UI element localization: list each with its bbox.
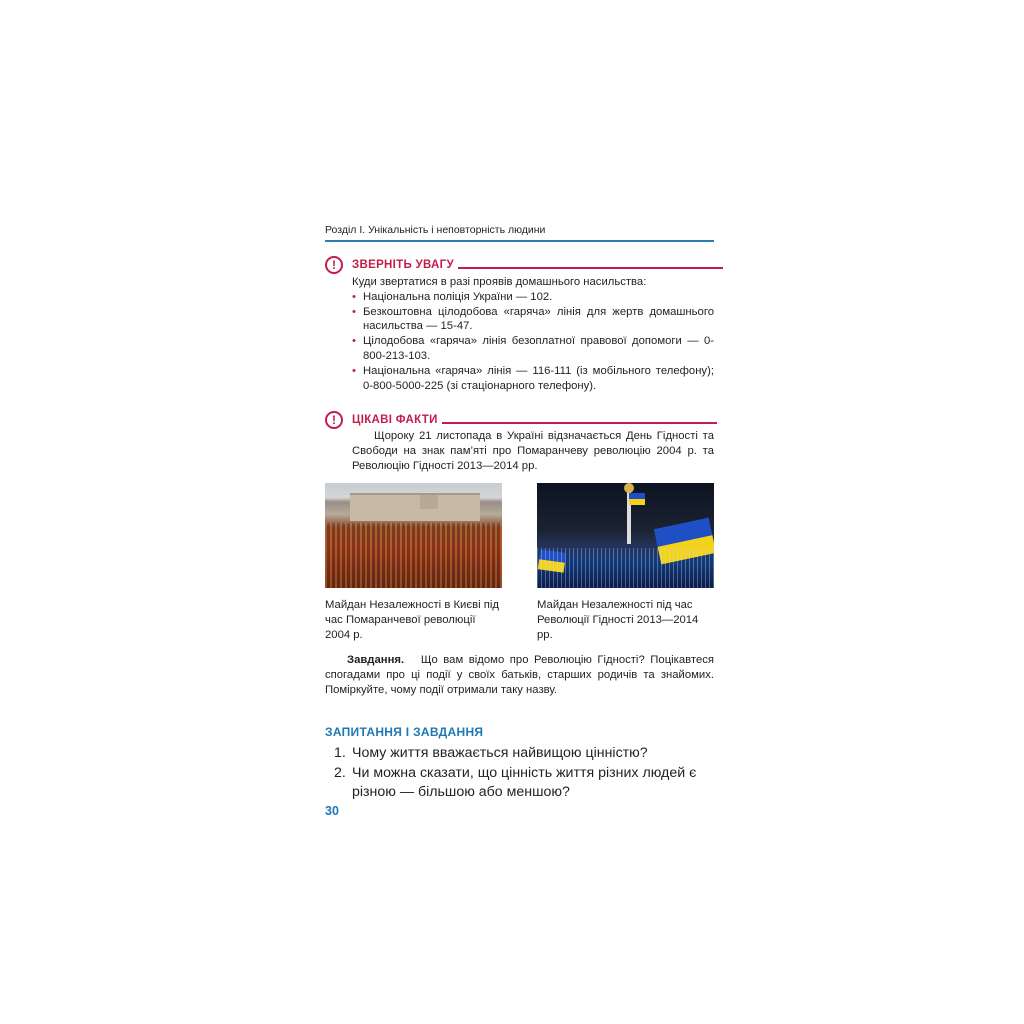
header-rule: [325, 240, 714, 242]
exclamation-icon: !: [325, 256, 343, 274]
questions-title: ЗАПИТАННЯ І ЗАВДАННЯ: [325, 725, 484, 739]
attention-intro: Куди звертатися в разі проявів домашнього насильства:: [352, 276, 647, 288]
list-item: [325, 744, 714, 764]
crowd-texture: [325, 523, 502, 588]
list-item: • Безкоштовна цілодобова «гаряча» лінія для жертв домашнього насильства — 15-47.: [352, 305, 714, 335]
facts-text: Щороку 21 листопада в Україні відзначається День Гідності та Свободи на знак пам’яті про Помаранчеву революцію 2004 р. та Революцію Гідності 2013—2014 рр.: [352, 430, 714, 472]
list-item: [325, 764, 714, 803]
photo-caption-2: Майдан Незалежності під час Революції Гідності 2013—2014 рр.: [537, 599, 699, 641]
questions-list: [325, 744, 714, 803]
task-paragraph: [325, 653, 714, 697]
facts-title: ЦІКАВІ ФАКТИ: [352, 414, 438, 426]
facts-title-row: [325, 411, 717, 429]
facts-title-rule: [442, 422, 717, 424]
list-item: • Національна поліція України — 102.: [352, 290, 714, 305]
question-number: 1.: [334, 745, 346, 761]
crowd-lights: [537, 548, 714, 588]
attention-title-row: [325, 256, 723, 274]
flag-shape: [629, 493, 645, 505]
building-shape: [350, 493, 480, 521]
question-text: Чи можна сказати, що цінність життя різних людей є різною — більшою або меншою?: [352, 764, 697, 800]
running-head: Розділ І. Унікальність і неповторність людини: [325, 224, 546, 236]
attention-title-rule: [458, 267, 723, 269]
list-item: • Національна «гаряча» лінія — 116-111 (із мобільного телефону); 0-800-5000-225 (зі стаціонарного телефону).: [352, 364, 714, 394]
page-number: 30: [325, 804, 339, 818]
exclamation-icon: !: [325, 411, 343, 429]
attention-body: [352, 275, 714, 393]
hotline-list: [352, 290, 714, 394]
photo-caption-1: Майдан Незалежності в Києві під час Помаранчевої революції 2004 р.: [325, 599, 499, 641]
question-number: 2.: [334, 764, 346, 781]
question-text: Чому життя вважається найвищою цінністю?: [352, 745, 648, 761]
task-text: Що вам відомо про Революцію Гідності? Поцікавтеся спогадами про ці події у своїх батьків, старших родичів та знайомих. Поміркуйте, чому події отримали таку назву.: [325, 654, 714, 696]
monument-statue: [624, 483, 634, 493]
revolution-of-dignity-photo: [537, 483, 714, 588]
attention-title: ЗВЕРНІТЬ УВАГУ: [352, 259, 454, 271]
list-item: • Цілодобова «гаряча» лінія безоплатної правової допомоги — 0-800-213-103.: [352, 334, 714, 364]
orange-revolution-photo: [325, 483, 502, 588]
facts-body: [352, 429, 714, 473]
task-label: Завдання.: [347, 654, 405, 666]
